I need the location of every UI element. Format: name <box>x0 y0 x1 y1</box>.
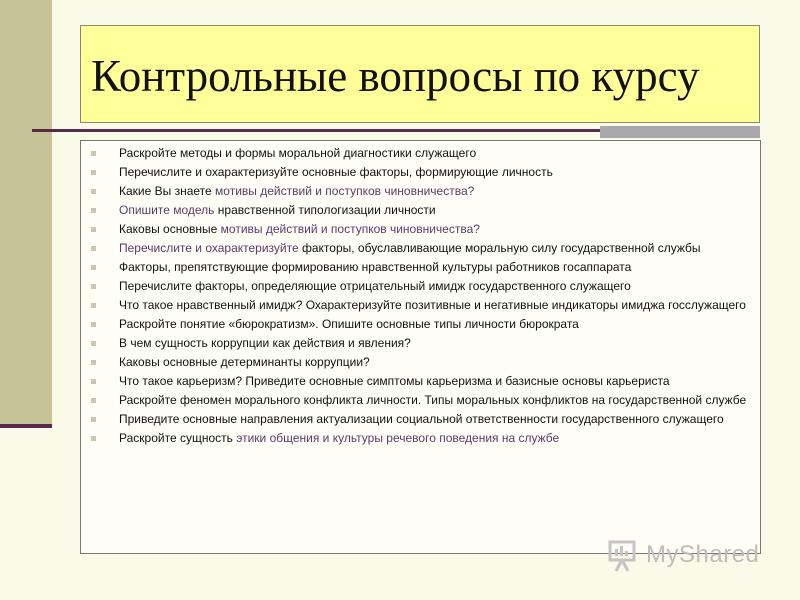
question-item <box>81 146 748 161</box>
separator-line <box>32 129 600 132</box>
question-text: Факторы, препятствующие формированию нравственной культуры работников госаппарата <box>119 260 632 274</box>
question-item <box>81 393 748 408</box>
question-text: Каковы основные <box>119 222 221 236</box>
question-text: Какие Вы знаете <box>119 184 216 198</box>
question-text: В чем сущность коррупции как действия и явления? <box>119 336 411 350</box>
question-text: Раскройте понятие «бюрократизм». Опишите основные типы личности бюрократа <box>119 317 579 331</box>
question-text: Что такое карьеризм? Приведите основные симптомы карьеризма и базисные основы карьериста <box>119 374 670 388</box>
highlighted-text: этики общения и культуры речевого поведения на службе <box>236 431 560 445</box>
question-item <box>81 355 748 370</box>
questions-list <box>81 141 760 446</box>
question-item <box>81 165 748 180</box>
question-item <box>81 374 748 389</box>
question-text: Раскройте феномен морального конфликта личности. Типы моральных конфликтов на государственной службе <box>119 393 747 407</box>
question-item <box>81 184 748 199</box>
question-item <box>81 336 748 351</box>
highlighted-text: мотивы действий и поступков чиновничества? <box>215 184 475 198</box>
highlighted-text: Опишите модель <box>119 203 215 217</box>
highlighted-text: мотивы действий и поступков чиновничества? <box>220 222 480 236</box>
question-text: Перечислите и охарактеризуйте основные факторы, формирующие личность <box>119 165 553 179</box>
left-strip-underline <box>0 424 52 428</box>
question-text: нравственной типологизации личности <box>214 203 436 217</box>
questions-box <box>80 140 761 554</box>
question-item <box>81 298 748 313</box>
separator-block <box>600 126 760 138</box>
watermark-logo <box>606 538 766 574</box>
question-text: Приведите основные направления актуализации социальной ответственности государственного служащего <box>119 412 724 426</box>
presentation-board-icon <box>606 538 642 574</box>
question-item <box>81 431 748 446</box>
question-text: Раскройте сущность <box>119 431 237 445</box>
question-text: Каковы основные детерминанты коррупции? <box>119 355 370 369</box>
question-item <box>81 222 748 237</box>
slide-title: Контрольные вопросы по курсу <box>91 51 700 101</box>
question-item <box>81 279 748 294</box>
highlighted-text: Перечислите и охарактеризуйте <box>119 241 299 255</box>
question-text: Перечислите факторы, определяющие отрицательный имидж государственного служащего <box>119 279 631 293</box>
question-item <box>81 260 748 275</box>
left-decorative-strip <box>0 0 52 426</box>
question-item <box>81 241 748 256</box>
question-item <box>81 317 748 332</box>
title-box <box>80 25 760 123</box>
watermark-text: MyShared <box>646 541 760 568</box>
question-text: факторы, обуславливающие моральную силу государственной службы <box>298 241 701 255</box>
question-item <box>81 203 748 218</box>
question-text: Что такое нравственный имидж? Охарактеризуйте позитивные и негативные индикаторы имиджа госслужащего <box>119 298 746 312</box>
question-text: Раскройте методы и формы моральной диагностики служащего <box>119 146 477 160</box>
question-item <box>81 412 748 427</box>
